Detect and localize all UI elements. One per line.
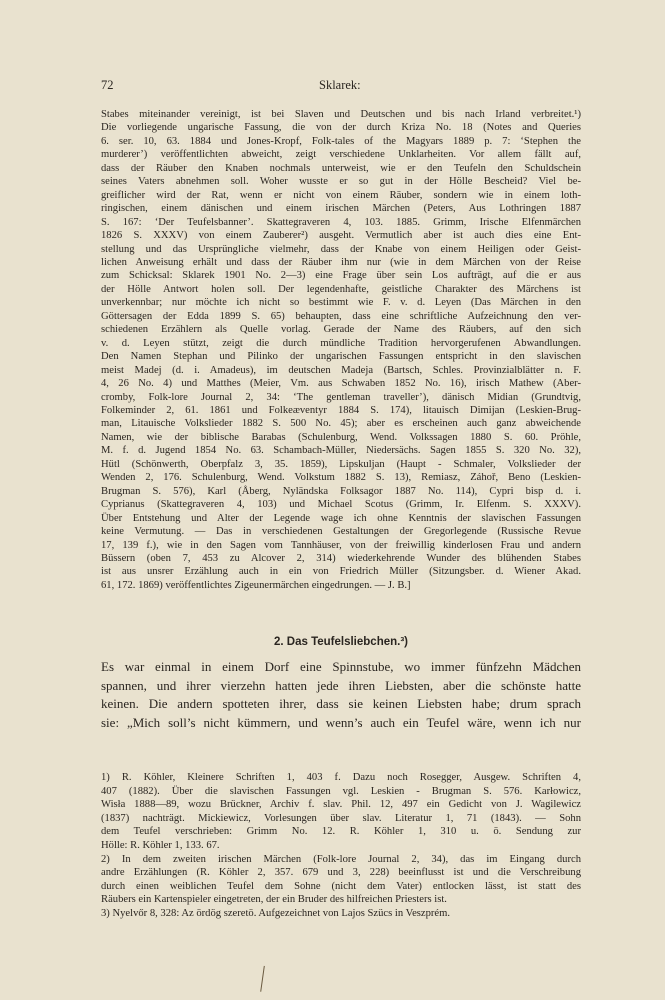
commentary-line: S. 167: ‘Der Teufelsbanner’. Skattegraveren 4, 103. 1885. Grimm, Irische Elfenmärchen <box>101 216 581 228</box>
footnote-line: 407 (1882). Über die slavischen Fassungen vgl. Leskien - Brugman S. 576. Karłowicz, <box>101 785 581 797</box>
commentary-line: Büssern (oben 7, 453 zu Alcover 2, 314) wiederkehrende Wunder des blühenden Stabes <box>101 552 581 564</box>
story-line: spannen, und ihrer vierzehn hatten jede ihren Liebsten, aber die schönste hatte <box>101 677 581 693</box>
commentary-line: Wenden 2, 176. Schulenburg, Wend. Volkstum 1882 S. 13), Remiasz, Záhoř, Beno (Leskien- <box>101 472 581 484</box>
footnote-line: Räubers ein Kartenspieler eingetreten, der ein Bruder des hilfreichen Priesters ist. <box>101 894 447 906</box>
commentary-line: Cyprianus (Skattegraveren 4, 103) und Michael Scotus (Grimm, Ir. Elfenm. S. XXXV). <box>101 499 581 511</box>
commentary-line: Folkeminder 2, 61. 1861 und Folkeæventyr 1884 S. 174), litauisch Dimijan (Leskien-Brug- <box>101 404 581 416</box>
commentary-line: 6. ser. 10, 63. 1884 und Jones-Kropf, Folk-tales of the Magyars 1889 p. 7: ‘Stephen the <box>101 135 581 147</box>
running-title: Sklarek: <box>319 78 361 92</box>
commentary-line: unverkennbar; nur möchte ich nicht so bestimmt wie F. v. d. Leyen (Das Märchen in den <box>101 297 581 309</box>
footnote-line: 2) In dem zweiten irischen Märchen (Folk-lore Journal 2, 34), das im Eingang durch <box>101 853 581 865</box>
commentary-line: Stabes miteinander vereinigt, ist bei Slaven und Deutschen und bis nach Irland verbreitet.¹) <box>101 109 581 120</box>
commentary-line: Über Entstehung und Alter der Legende wage ich ohne Kenntnis der slavischen Fassungen <box>101 512 581 524</box>
commentary-line: Hütl (Schönwerth, Oberpfalz 3, 35. 1859), Lipskuljan (Haupt - Schmaler, Volkslieder der <box>101 458 581 470</box>
footnote-line: Wisła 1888—89, wozu Brückner, Archiv f. slav. Phil. 12, 497 ein Gedicht von J. Wagilewicz <box>101 799 581 811</box>
story-line: Es war einmal in einem Dorf eine Spinnstube, wo immer fünfzehn Mädchen <box>101 659 581 674</box>
commentary-line: ringischen, einem dänischen und einem irischen Märchen (Peters, Aus Lothringen 1887 <box>101 203 581 215</box>
commentary-line: 17, 139 f.), wie in den Sagen vom Tannhäuser, von der freiwillig kinderlosen Frau und andern <box>101 539 581 551</box>
footnote-line: (1837) nachträgt. Mickiewicz, Vorlesungen über slav. Literatur 1, 71 (1843). — Sohn <box>101 812 581 824</box>
commentary-line: cromby, Folk-lore Journal 2, 34: ‘The gentleman traveller’), dänisch Midian (Grundtvig, <box>101 391 581 403</box>
margin-pencil-mark <box>260 966 267 992</box>
commentary-line: lichen Anweisung erhält und dass der Räuber ihm nur (wie in dem Märchen von der Reise <box>101 256 581 268</box>
commentary-line: Namen, wie der biblische Barabas (Schulenburg, Wend. Volkssagen 1880 S. 60. Pröhle, <box>101 431 581 443</box>
story-text <box>101 658 581 732</box>
commentary-line: zum Schicksal: Sklarek 1901 No. 2—3) eine Frage über sein Los aufträgt, auf die er aus <box>101 270 581 282</box>
footnote-line: Hölle: R. Köhler 1, 133. 67. <box>101 839 220 851</box>
commentary-line: v. d. Leyen stützt, zeigt die durch mündliche Tradition hervorgerufenen Abwandlungen. <box>101 337 581 349</box>
commentary-line: der Hölle Antwort holen soll. Der legendenhafte, geistliche Charakter des Märchens ist <box>101 283 581 295</box>
commentary-line: man, Litauische Volkslieder 1882 S. 500 No. 45); aber es erscheinen auch ganz abweichende <box>101 418 581 430</box>
commentary-block <box>101 108 581 592</box>
story-line: sie: „Mich soll’s nicht kümmern, und wenn’s auch ein Teufel wäre, wenn ich nur <box>101 714 581 730</box>
footnote-line: 1) R. Köhler, Kleinere Schriften 1, 403 f. Dazu noch Rosegger, Ausgew. Schriften 4, <box>101 772 581 783</box>
footnotes-block <box>101 771 581 921</box>
commentary-line: 4, 26 No. 4) und Matthes (Meier, Vm. aus Schwaben 1852 No. 16), irisch Mathew (Aber- <box>101 378 581 390</box>
commentary-line: stellung und das Ursprüngliche vielmehr, dass der Knabe von einem Heiligen oder Geist- <box>101 243 581 255</box>
commentary-line: seines Vaters abnehmen soll. Woher wusste er so gut in der Hölle Bescheid? Viel be- <box>101 176 581 188</box>
section-title: 2. Das Teufelsliebchen.³) <box>274 636 408 648</box>
commentary-line: Die vorliegende ungarische Fassung, die von der durch Kriza No. 18 (Notes and Queries <box>101 122 581 134</box>
commentary-line: meist Madej (d. i. Amadeus), im deutschen Madeja (Bartsch, Schles. Provinzialblätter n. F. <box>101 364 581 376</box>
commentary-line: greiflicher wird der Rat, wenn er nicht von einem Räuber, sondern wie in einem loth- <box>101 189 581 201</box>
commentary-line: Göttersagen der Edda 1899 S. 65) behaupten, dass eine schriftliche Aufzeichnung den ver- <box>101 310 581 322</box>
commentary-line: murderer’) veröffentlichten abweicht, zeigt verschiedene Unklarheiten. Vor allem fällt auf, <box>101 149 581 161</box>
footnote-line: andre Erzählungen (R. Köhler 2, 357. 679 und 3, 228) beeinflusst ist und die Verschreibung <box>101 867 581 879</box>
page-header <box>101 78 571 96</box>
commentary-line: keine Vermutung. — Das in verschiedenen Gestaltungen der Gregorlegende (Russische Revue <box>101 526 581 538</box>
commentary-line: dass der Räuber den Knaben nochmals unterweist, wie er den Teufeln den Schuldschein <box>101 162 581 174</box>
commentary-line: 61, 172. 1869) veröffentlichtes Zigeunermärchen eingedrungen. — J. B.] <box>101 579 411 591</box>
footnote-line: dem Teufel verschrieben: Grimm No. 12. R. Köhler 1, 310 u. ö. Sendung zur <box>101 826 581 838</box>
footnote-line: durch einen weiblichen Teufel dem Sohne (nicht dem Vater) entlocken lässt, ist statt des <box>101 880 581 892</box>
commentary-line: schiedenen Erzählern als Quelle vorlag. Gerade der Name des Räubers, auf den sich <box>101 324 581 336</box>
commentary-line: 1826 S. XXXV) von einem Zauberer²) ausgeht. Vermutlich aber ist auch dies eine Ent- <box>101 230 581 242</box>
page-number: 72 <box>101 78 114 92</box>
commentary-line: Den Namen Stephan und Pilinko der ungarischen Fassungen entspricht in den slavischen <box>101 351 581 363</box>
commentary-line: Brugman S. 576), Karl (Åberg, Nyländska Folksagor 1887 No. 114), Cypri bisp d. i. <box>101 485 581 497</box>
commentary-line: M. f. d. Jugend 1854 No. 63. Schambach-Müller, Niedersächs. Sagen 1855 S. 320 No. 32), <box>101 445 581 457</box>
story-line: keinen. Die andern spotteten ihrer, dass sie keinen Liebsten habe; drum sprach <box>101 696 581 712</box>
commentary-line: ist aus unsrer Erzählung auch in ein von Friedrich Müller (Sitzungsber. d. Wiener Akad. <box>101 566 581 578</box>
footnote-line: 3) Nyelvőr 8, 328: Az ördög szeretö. Aufgezeichnet von Lajos Szücs in Veszprém. <box>101 907 451 919</box>
